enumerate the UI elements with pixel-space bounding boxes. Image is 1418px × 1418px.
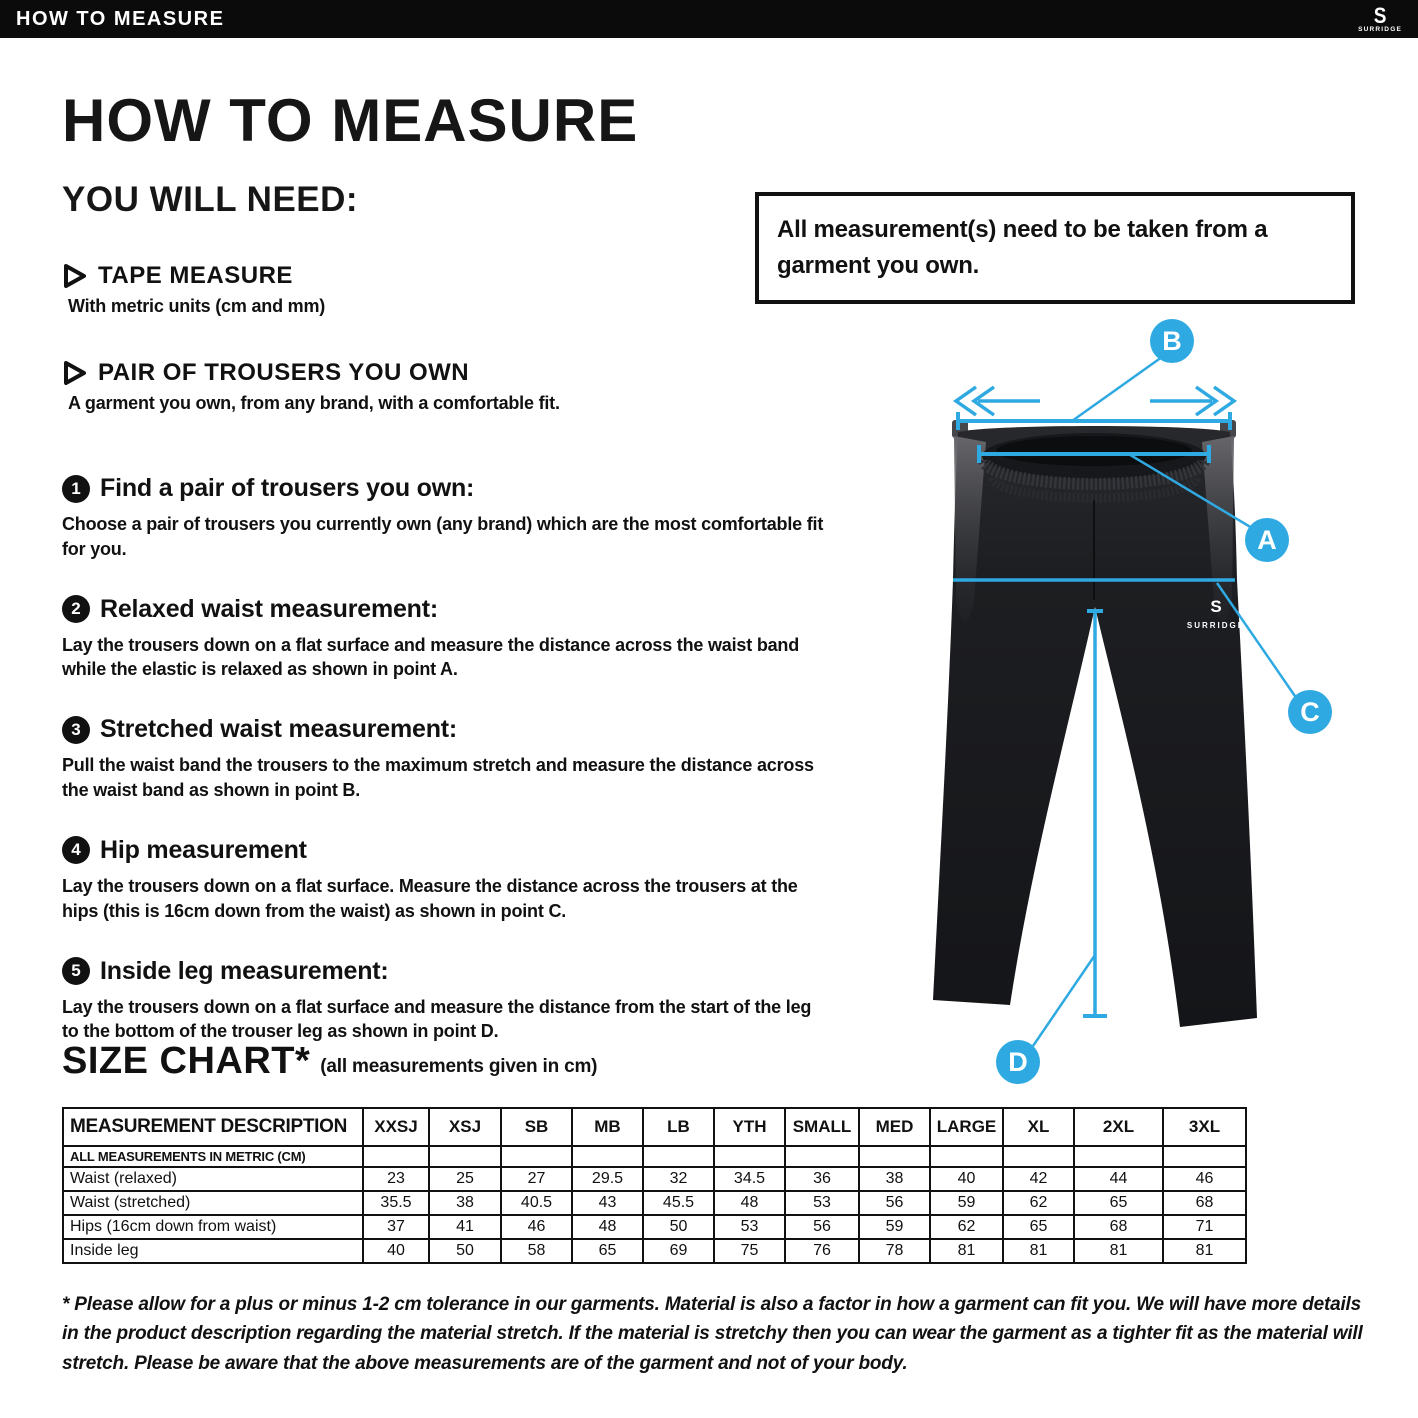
step-heading: Hip measurement	[100, 835, 307, 864]
table-cell: 46	[501, 1215, 572, 1239]
col-header: MB	[572, 1108, 643, 1146]
table-cell: 65	[1074, 1191, 1163, 1215]
step-number-badge: 4	[62, 836, 90, 864]
table-cell: 48	[714, 1191, 785, 1215]
col-header: 2XL	[1074, 1108, 1163, 1146]
table-cell: 65	[572, 1239, 643, 1263]
table-cell: 38	[859, 1167, 930, 1191]
table-cell: 43	[572, 1191, 643, 1215]
col-header: SMALL	[785, 1108, 859, 1146]
step-number-badge: 1	[62, 475, 90, 503]
table-cell-empty	[429, 1146, 501, 1167]
table-cell-empty	[1074, 1146, 1163, 1167]
table-cell-empty	[572, 1146, 643, 1167]
size-chart-section	[62, 1040, 1372, 1378]
table-cell: 53	[714, 1215, 785, 1239]
leg-logo-text: SURRIDGE	[1186, 621, 1246, 630]
table-cell-empty	[643, 1146, 714, 1167]
table-cell: 68	[1074, 1215, 1163, 1239]
table-cell: 50	[643, 1215, 714, 1239]
table-cell-empty	[501, 1146, 572, 1167]
step-2	[62, 595, 852, 683]
need-item-label: PAIR OF TROUSERS YOU OWN	[98, 359, 470, 386]
table-cell: 59	[859, 1215, 930, 1239]
leg-logo-s-icon: S	[1210, 597, 1222, 616]
surridge-logo	[1358, 4, 1402, 34]
need-item-label: TAPE MEASURE	[98, 262, 293, 289]
table-cell: 27	[501, 1167, 572, 1191]
col-header: XSJ	[429, 1108, 501, 1146]
unit-row-label: ALL MEASUREMENTS IN METRIC (CM)	[63, 1146, 363, 1167]
col-header: LB	[643, 1108, 714, 1146]
table-header-row	[63, 1108, 1246, 1146]
table-cell: 46	[1163, 1167, 1246, 1191]
table-cell-empty	[1163, 1146, 1246, 1167]
table-cell: 68	[1163, 1191, 1246, 1215]
table-cell: 65	[1003, 1215, 1074, 1239]
table-cell: 75	[714, 1239, 785, 1263]
table-cell: 62	[930, 1215, 1003, 1239]
table-cell-empty	[714, 1146, 785, 1167]
table-cell-empty	[1003, 1146, 1074, 1167]
label-D: D	[1008, 1047, 1028, 1077]
instructions-column	[62, 180, 852, 1044]
table-cell: 76	[785, 1239, 859, 1263]
step-number-badge: 5	[62, 957, 90, 985]
row-label: Inside leg	[63, 1239, 363, 1263]
need-item-trousers	[62, 359, 852, 414]
table-cell: 25	[429, 1167, 501, 1191]
need-item-description: With metric units (cm and mm)	[68, 296, 326, 316]
label-C: C	[1300, 697, 1320, 727]
you-will-need-heading: YOU WILL NEED:	[62, 180, 359, 219]
surridge-logo-text: SURRIDGE	[1358, 25, 1402, 33]
triangle-bullet-icon	[62, 262, 88, 290]
table-cell: 42	[1003, 1167, 1074, 1191]
table-cell-empty	[930, 1146, 1003, 1167]
table-row	[63, 1215, 1246, 1239]
step-number-badge: 2	[62, 595, 90, 623]
table-row	[63, 1167, 1246, 1191]
table-cell: 34.5	[714, 1167, 785, 1191]
step-heading: Stretched waist measurement:	[100, 715, 458, 744]
step-heading: Find a pair of trousers you own:	[100, 474, 475, 502]
table-cell: 45.5	[643, 1191, 714, 1215]
table-cell: 69	[643, 1239, 714, 1263]
table-cell: 32	[643, 1167, 714, 1191]
table-cell: 35.5	[363, 1191, 429, 1215]
table-cell: 81	[1163, 1239, 1246, 1263]
step-number-badge: 3	[62, 716, 90, 744]
step-3	[62, 715, 852, 803]
table-cell-empty	[859, 1146, 930, 1167]
table-row	[63, 1191, 1246, 1215]
table-cell-empty	[785, 1146, 859, 1167]
table-row	[63, 1239, 1246, 1263]
col-header: LARGE	[930, 1108, 1003, 1146]
table-cell: 23	[363, 1167, 429, 1191]
top-bar	[0, 0, 1418, 38]
row-label: Hips (16cm down from waist)	[63, 1215, 363, 1239]
step-body: Lay the trousers down on a flat surface and measure the distance across the waist band while the elastic is relaxed as shown in point A.	[62, 634, 800, 680]
step-heading: Relaxed waist measurement:	[100, 594, 439, 623]
need-item-description: A garment you own, from any brand, with a comfortable fit.	[68, 393, 560, 413]
label-A: A	[1257, 525, 1277, 555]
table-cell: 62	[1003, 1191, 1074, 1215]
col-header: 3XL	[1163, 1108, 1246, 1146]
need-item-tape-measure	[62, 262, 852, 317]
table-cell: 44	[1074, 1167, 1163, 1191]
step-body: Choose a pair of trousers you currently own (any brand) which are the most comfortable fit for you.	[62, 514, 824, 559]
col-header: XL	[1003, 1108, 1074, 1146]
step-5	[62, 957, 852, 1045]
table-cell: 58	[501, 1239, 572, 1263]
size-chart-table	[62, 1107, 1247, 1264]
table-cell: 40	[930, 1167, 1003, 1191]
table-cell-empty	[363, 1146, 429, 1167]
surridge-s-icon: S	[1373, 4, 1387, 29]
step-heading: Inside leg measurement:	[100, 956, 389, 985]
table-cell: 40	[363, 1239, 429, 1263]
table-cell: 40.5	[501, 1191, 572, 1215]
row-label: Waist (relaxed)	[63, 1167, 363, 1191]
table-cell: 71	[1163, 1215, 1246, 1239]
step-4	[62, 836, 852, 924]
step-body: Lay the trousers down on a flat surface and measure the distance from the start of the leg to the bottom of the trouser leg as shown in point D.	[62, 996, 812, 1042]
table-cell: 81	[1003, 1239, 1074, 1263]
table-cell: 41	[429, 1215, 501, 1239]
col-header: SB	[501, 1108, 572, 1146]
step-1	[62, 474, 852, 562]
table-cell: 59	[930, 1191, 1003, 1215]
col-header: XXSJ	[363, 1108, 429, 1146]
page-title: HOW TO MEASURE	[62, 87, 639, 154]
label-B: B	[1162, 326, 1182, 356]
size-chart-title: SIZE CHART*	[62, 1040, 311, 1082]
step-body: Pull the waist band the trousers to the maximum stretch and measure the distance across the waist band as shown in point B.	[62, 755, 814, 801]
col-header: MED	[859, 1108, 930, 1146]
table-unit-row	[63, 1146, 1246, 1167]
step-body: Lay the trousers down on a flat surface. Measure the distance across the trousers at the hips (this is 16cm down from the waist) as shown in point C.	[62, 875, 798, 921]
table-cell: 36	[785, 1167, 859, 1191]
table-cell: 53	[785, 1191, 859, 1215]
col-header: YTH	[714, 1108, 785, 1146]
measurement-note-box	[755, 192, 1355, 304]
table-cell: 48	[572, 1215, 643, 1239]
top-bar-title: HOW TO MEASURE	[16, 7, 225, 30]
table-cell: 50	[429, 1239, 501, 1263]
table-cell: 81	[1074, 1239, 1163, 1263]
measurement-note-text: All measurement(s) need to be taken from a garment you own.	[777, 216, 1268, 279]
table-cell: 56	[785, 1215, 859, 1239]
table-cell: 78	[859, 1239, 930, 1263]
trousers-measurement-figure	[860, 300, 1400, 1100]
col-header: MEASUREMENT DESCRIPTION	[63, 1108, 363, 1146]
table-cell: 56	[859, 1191, 930, 1215]
table-cell: 37	[363, 1215, 429, 1239]
size-chart-subtitle: (all measurements given in cm)	[320, 1056, 598, 1077]
tolerance-disclaimer: * Please allow for a plus or minus 1-2 cm tolerance in our garments. Material is also a factor in how a garment can fit you. We will have more details in the product description regarding the material stretch. If the material is stretchy then you can wear the garment as a tighter fit as the material will stretch. Please be aware that the above measurements are of the garment and not of your body.	[62, 1294, 1363, 1374]
table-cell: 81	[930, 1239, 1003, 1263]
triangle-bullet-icon	[62, 359, 88, 387]
row-label: Waist (stretched)	[63, 1191, 363, 1215]
waist-opening-shadow	[996, 436, 1192, 466]
table-cell: 38	[429, 1191, 501, 1215]
table-cell: 29.5	[572, 1167, 643, 1191]
